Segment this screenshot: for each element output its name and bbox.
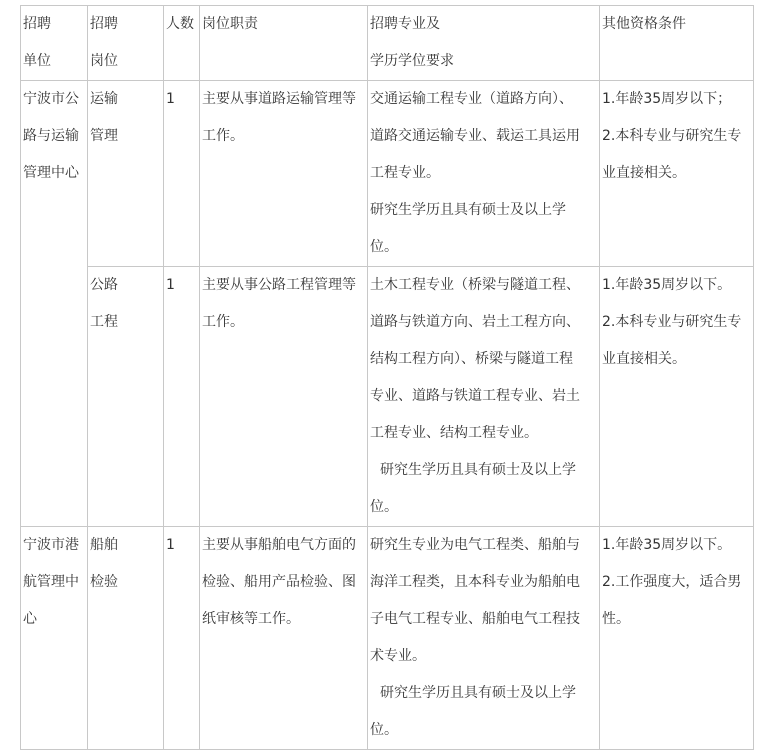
header-position-line: 岗位 bbox=[90, 53, 118, 69]
position-line: 检验 bbox=[90, 574, 118, 590]
header-unit-line: 招聘 bbox=[23, 16, 51, 32]
major-line: 工程专业、结构工程专业。 bbox=[370, 425, 538, 441]
cell-major bbox=[368, 81, 600, 267]
major-line: 研究生学历且具有硕士及以上学 bbox=[380, 685, 576, 701]
major-line: 交通运输工程专业（道路方向）、 bbox=[370, 91, 573, 107]
position-line: 工程 bbox=[90, 314, 118, 330]
major-line: 术专业。 bbox=[370, 648, 426, 664]
cell-other bbox=[600, 81, 754, 267]
other-line: 2.本科专业与研究生专 bbox=[602, 314, 742, 330]
duty-line: 工作。 bbox=[202, 314, 244, 330]
other-line: 1.年龄35周岁以下。 bbox=[602, 537, 732, 553]
major-line: 研究生专业为电气工程类、船舶与 bbox=[370, 537, 580, 553]
header-count-line: 人数 bbox=[166, 16, 194, 32]
major-line: 研究生学历且具有硕士及以上学 bbox=[380, 462, 576, 478]
cell-other bbox=[600, 267, 754, 527]
header-count bbox=[164, 6, 200, 81]
major-line: 道路与铁道方向、岩土工程方向、 bbox=[370, 314, 580, 330]
major-line: 土木工程专业（桥梁与隧道工程、 bbox=[370, 277, 580, 293]
header-major-line: 学历学位要求 bbox=[370, 53, 454, 69]
header-row bbox=[21, 6, 754, 81]
duty-line: 纸审核等工作。 bbox=[202, 611, 300, 627]
duty-line: 主要从事道路运输管理等 bbox=[202, 91, 356, 107]
cell-count bbox=[164, 81, 200, 267]
duty-line: 主要从事船舶电气方面的 bbox=[202, 537, 356, 553]
duty-line: 检验、船用产品检验、图 bbox=[202, 574, 356, 590]
unit-line: 宁波市港 bbox=[23, 537, 79, 553]
cell-position bbox=[88, 267, 164, 527]
major-line: 位。 bbox=[370, 239, 398, 255]
header-other-line: 其他资格条件 bbox=[602, 16, 686, 32]
header-major-line: 招聘专业及 bbox=[370, 16, 440, 32]
major-line: 子电气工程专业、船舶电气工程技 bbox=[370, 611, 580, 627]
unit-line: 心 bbox=[23, 611, 37, 627]
unit-line: 航管理中 bbox=[23, 574, 79, 590]
position-line: 运输 bbox=[90, 91, 118, 107]
header-unit-line: 单位 bbox=[23, 53, 51, 69]
cell-count bbox=[164, 267, 200, 527]
cell-duty bbox=[200, 81, 368, 267]
cell-unit bbox=[21, 81, 88, 527]
other-line: 1.年龄35周岁以下； bbox=[602, 91, 732, 107]
position-line: 管理 bbox=[90, 128, 118, 144]
count-line: 1 bbox=[166, 537, 175, 553]
major-line: 工程专业。 bbox=[370, 165, 440, 181]
unit-line: 路与运输 bbox=[23, 128, 79, 144]
other-line: 性。 bbox=[602, 611, 630, 627]
header-major bbox=[368, 6, 600, 81]
header-unit bbox=[21, 6, 88, 81]
cell-major bbox=[368, 527, 600, 750]
table-row bbox=[21, 81, 754, 267]
cell-major bbox=[368, 267, 600, 527]
count-line: 1 bbox=[166, 277, 175, 293]
other-line: 业直接相关。 bbox=[602, 165, 686, 181]
major-line: 研究生学历且具有硕士及以上学 bbox=[370, 202, 566, 218]
unit-line: 宁波市公 bbox=[23, 91, 79, 107]
major-line: 专业、道路与铁道工程专业、岩土 bbox=[370, 388, 580, 404]
unit-line: 管理中心 bbox=[23, 165, 79, 181]
cell-position bbox=[88, 81, 164, 267]
major-line: 结构工程方向）、桥梁与隧道工程 bbox=[370, 351, 573, 367]
recruitment-table bbox=[20, 5, 754, 750]
major-line: 道路交通运输专业、载运工具运用 bbox=[370, 128, 580, 144]
other-line: 2.本科专业与研究生专 bbox=[602, 128, 742, 144]
header-duty bbox=[200, 6, 368, 81]
cell-duty bbox=[200, 527, 368, 750]
major-line: 位。 bbox=[370, 499, 398, 515]
table-row bbox=[21, 267, 754, 527]
cell-count bbox=[164, 527, 200, 750]
major-line: 位。 bbox=[370, 722, 398, 738]
position-line: 船舶 bbox=[90, 537, 118, 553]
cell-unit bbox=[21, 527, 88, 750]
header-position-line: 招聘 bbox=[90, 16, 118, 32]
other-line: 业直接相关。 bbox=[602, 351, 686, 367]
other-line: 2.工作强度大，适合男 bbox=[602, 574, 742, 590]
cell-duty bbox=[200, 267, 368, 527]
other-line: 1.年龄35周岁以下。 bbox=[602, 277, 732, 293]
position-line: 公路 bbox=[90, 277, 118, 293]
header-other bbox=[600, 6, 754, 81]
major-line: 海洋工程类，且本科专业为船舶电 bbox=[370, 574, 580, 590]
table-row bbox=[21, 527, 754, 750]
duty-line: 工作。 bbox=[202, 128, 244, 144]
count-line: 1 bbox=[166, 91, 175, 107]
duty-line: 主要从事公路工程管理等 bbox=[202, 277, 356, 293]
header-position bbox=[88, 6, 164, 81]
cell-other bbox=[600, 527, 754, 750]
cell-position bbox=[88, 527, 164, 750]
header-duty-line: 岗位职责 bbox=[202, 16, 258, 32]
